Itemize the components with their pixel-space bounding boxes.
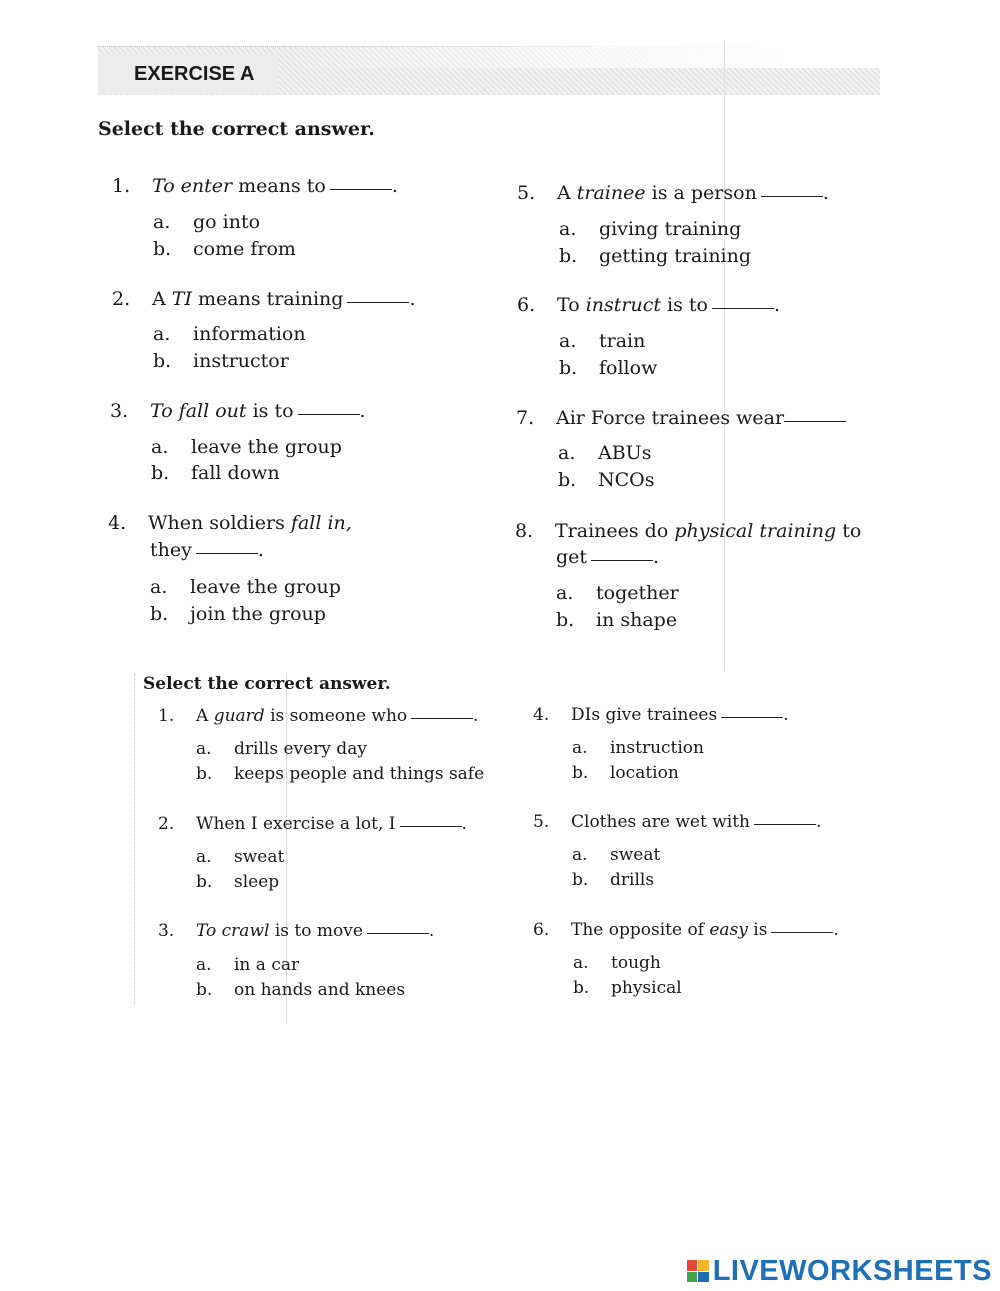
s2-option-2a[interactable]: a. sweat <box>196 847 285 867</box>
answer-blank[interactable] <box>330 189 392 190</box>
answer-blank[interactable] <box>784 421 846 422</box>
answer-blank[interactable] <box>400 826 462 827</box>
icon-square-4 <box>698 1272 709 1283</box>
answer-blank[interactable] <box>761 196 823 197</box>
question-8-cont: get . <box>556 546 660 568</box>
option-7a[interactable]: a. ABUs <box>558 442 652 464</box>
s2-option-2b[interactable]: b. sleep <box>196 872 280 892</box>
s2-question-4: 4. DIs give trainees . <box>533 705 789 725</box>
option-2b[interactable]: b. instructor <box>153 350 289 372</box>
question-7: 7. Air Force trainees wear <box>516 407 846 429</box>
question-5: 5. A trainee is a person . <box>517 182 829 204</box>
section2-instruction: Select the correct answer. <box>143 674 391 694</box>
answer-blank[interactable] <box>712 308 774 309</box>
s2-option-1a[interactable]: a. drills every day <box>196 739 367 759</box>
s2-option-4b[interactable]: b. location <box>572 763 679 783</box>
option-3a[interactable]: a. leave the group <box>151 436 342 458</box>
s2-option-1b[interactable]: b. keeps people and things safe <box>196 764 485 784</box>
s2-option-6b[interactable]: b. physical <box>573 978 682 998</box>
liveworksheets-icon <box>687 1260 709 1282</box>
question-4-cont: they . <box>150 539 264 561</box>
question-8: 8. Trainees do physical training to <box>515 520 862 542</box>
option-6a[interactable]: a. train <box>559 330 646 352</box>
s2-option-6a[interactable]: a. tough <box>573 953 661 973</box>
option-2a[interactable]: a. information <box>153 323 306 345</box>
s2-question-6: 6. The opposite of easy is . <box>533 920 839 940</box>
option-5a[interactable]: a. giving training <box>559 218 742 240</box>
banner-fade <box>280 46 880 68</box>
scan-line-right <box>724 40 725 670</box>
s2-option-5a[interactable]: a. sweat <box>572 845 661 865</box>
question-2: 2. A TI means training . <box>112 288 416 310</box>
s2-question-3: 3. To crawl is to move . <box>158 921 435 941</box>
icon-square-3 <box>687 1272 698 1283</box>
scan-line-section2-left <box>134 674 136 1004</box>
s2-question-2: 2. When I exercise a lot, I . <box>158 814 467 834</box>
answer-blank[interactable] <box>411 718 473 719</box>
section1-instruction: Select the correct answer. <box>98 118 375 140</box>
answer-blank[interactable] <box>298 414 360 415</box>
answer-blank[interactable] <box>367 933 429 934</box>
s2-option-5b[interactable]: b. drills <box>572 870 655 890</box>
question-3: 3. To fall out is to . <box>110 400 366 422</box>
s2-option-4a[interactable]: a. instruction <box>572 738 704 758</box>
answer-blank[interactable] <box>347 302 409 303</box>
option-6b[interactable]: b. follow <box>559 357 658 379</box>
answer-blank[interactable] <box>771 932 833 933</box>
question-4: 4. When soldiers fall in, <box>108 512 352 534</box>
option-4b[interactable]: b. join the group <box>150 603 326 625</box>
option-1b[interactable]: b. come from <box>153 238 296 260</box>
liveworksheets-logo[interactable] <box>687 1255 992 1287</box>
question-6: 6. To instruct is to . <box>517 294 781 316</box>
icon-square-1 <box>687 1260 698 1271</box>
option-3b[interactable]: b. fall down <box>151 462 280 484</box>
answer-blank[interactable] <box>591 560 653 561</box>
question-1: 1. To enter means to . <box>112 175 398 197</box>
option-5b[interactable]: b. getting training <box>559 245 752 267</box>
option-4a[interactable]: a. leave the group <box>150 576 341 598</box>
option-8a[interactable]: a. together <box>556 582 679 604</box>
s2-option-3a[interactable]: a. in a car <box>196 955 300 975</box>
icon-square-2 <box>698 1260 709 1271</box>
answer-blank[interactable] <box>196 553 258 554</box>
option-8b[interactable]: b. in shape <box>556 609 678 631</box>
option-1a[interactable]: a. go into <box>153 211 261 233</box>
liveworksheets-brand: LIVEWORKSHEETS <box>712 1254 992 1287</box>
exercise-title: EXERCISE A <box>98 54 278 94</box>
answer-blank[interactable] <box>721 717 783 718</box>
option-7b[interactable]: b. NCOs <box>558 469 655 491</box>
s2-question-1: 1. A guard is someone who . <box>158 706 479 726</box>
s2-option-3b[interactable]: b. on hands and knees <box>196 980 406 1000</box>
s2-question-5: 5. Clothes are wet with . <box>533 812 822 832</box>
answer-blank[interactable] <box>754 824 816 825</box>
